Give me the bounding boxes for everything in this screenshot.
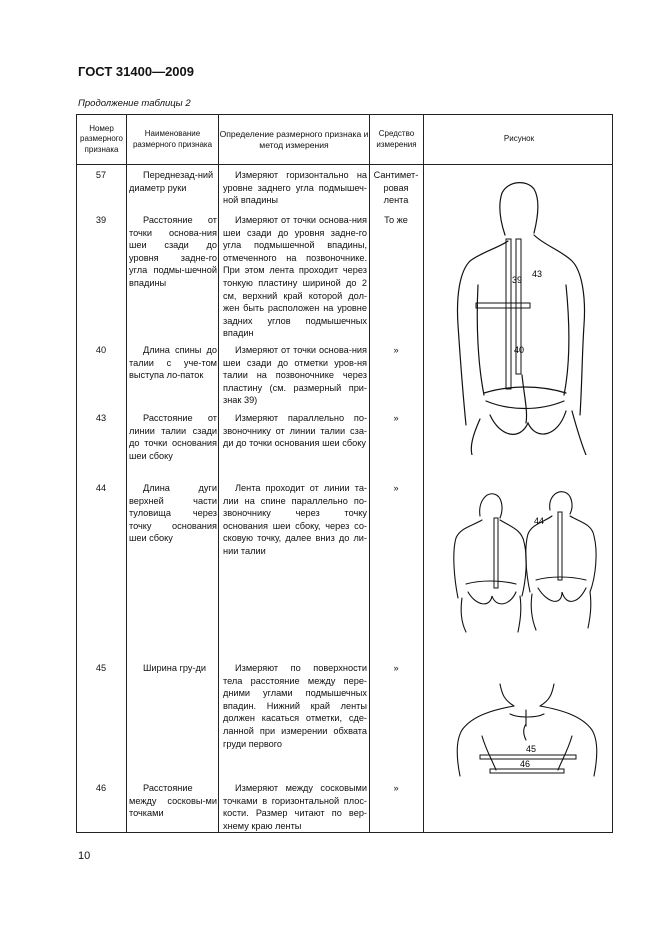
row-name: Переднезад-ний диаметр руки xyxy=(129,170,214,193)
row-definition: Измеряют между сосковыми точками в горизонтальной плос-кости. Размер читают по вер-хнему краю ленты xyxy=(223,783,367,831)
row-tool: » xyxy=(393,345,399,355)
row-number: 43 xyxy=(95,413,107,423)
row-name: Расстояние от линии талии сзади до точки основания шеи сбоку xyxy=(129,413,217,461)
figure-label: 39 xyxy=(512,275,523,285)
row-definition: Измеряют параллельно по-звоночнику от линии талии сза-ди до точки основания шеи сбоку xyxy=(223,413,367,449)
row-name: Расстояние между сосковы-ми точками xyxy=(129,783,217,819)
row-number: 40 xyxy=(95,345,107,355)
row-number: 45 xyxy=(95,663,107,673)
header-name: Наименование размерного признака xyxy=(132,129,213,149)
row-name: Ширина гру-ди xyxy=(143,663,207,673)
row-definition: Измеряют по поверхности тела расстояние между пере-дними углами подмышечных впадин. Нижний край ленты должен касаться отметки, сде-ланной при измерении обхвата груди первого xyxy=(223,663,367,749)
figure-label: 40 xyxy=(514,345,525,355)
row-number: 46 xyxy=(95,783,107,793)
page-number: 10 xyxy=(78,850,91,862)
row-name: Длина спины до талии с уче-том выступа ло-паток xyxy=(129,345,217,381)
header-tool: Средство измерения xyxy=(376,129,417,149)
figure-label: 46 xyxy=(520,759,531,769)
row-tool: » xyxy=(393,483,399,493)
row-tool: » xyxy=(393,663,399,673)
row-number: 57 xyxy=(95,170,107,180)
chest-width-figure xyxy=(452,680,602,785)
header-number: Номер размерного признака xyxy=(80,123,123,154)
upper-torso-arc-figure xyxy=(450,488,600,633)
figure-label: 44 xyxy=(534,516,545,526)
row-definition: Измеряют от точки основа-ния шеи сзади до отметки уров-ня талии на позвоночнике через пластину (см. размерный при-знак 39) xyxy=(223,345,367,406)
row-tool: » xyxy=(393,783,399,793)
row-definition: Лента проходит от линии та-лии на спине параллельно по-звоночнику через точку основания шеи сбоку, через со-сковую точку, далее вниз до ли-нии талии xyxy=(223,483,367,556)
row-tool: Сантимет-ровая лента xyxy=(373,170,419,206)
back-measurement-figure xyxy=(450,175,600,455)
standard-title: ГОСТ 31400—2009 xyxy=(78,64,194,79)
figure-label: 43 xyxy=(532,269,543,279)
header-figure: Рисунок xyxy=(503,134,535,144)
row-name: Расстояние от точки основа-ния шеи сзади до уровня задне-го угла подмы-шечной впадины xyxy=(129,215,217,288)
row-definition: Измеряют от точки основа-ния шеи сзади до уровня задне-го угла подмышечной впадины, отмеченного на позвоночнике. При этом лента проходит через тонкую пластину шириной до 2 см, верхний край которой дол-жен быть расположен на уровне задних углов подмышечных впадин xyxy=(223,215,367,339)
header-definition: Определение размерного признака и метод измерения xyxy=(219,129,369,150)
row-definition: Измеряют горизонтально на уровне заднего угла подмышеч-ной впадины xyxy=(223,170,367,206)
figure-label: 45 xyxy=(526,744,537,754)
row-number: 39 xyxy=(95,215,107,225)
row-tool: » xyxy=(393,413,399,423)
row-name: Длина дуги верхней части туловища через точку основания шеи сбоку xyxy=(129,483,217,544)
row-tool: То же xyxy=(384,215,408,225)
table-continuation-caption: Продолжение таблицы 2 xyxy=(78,98,191,109)
row-number: 44 xyxy=(95,483,107,493)
